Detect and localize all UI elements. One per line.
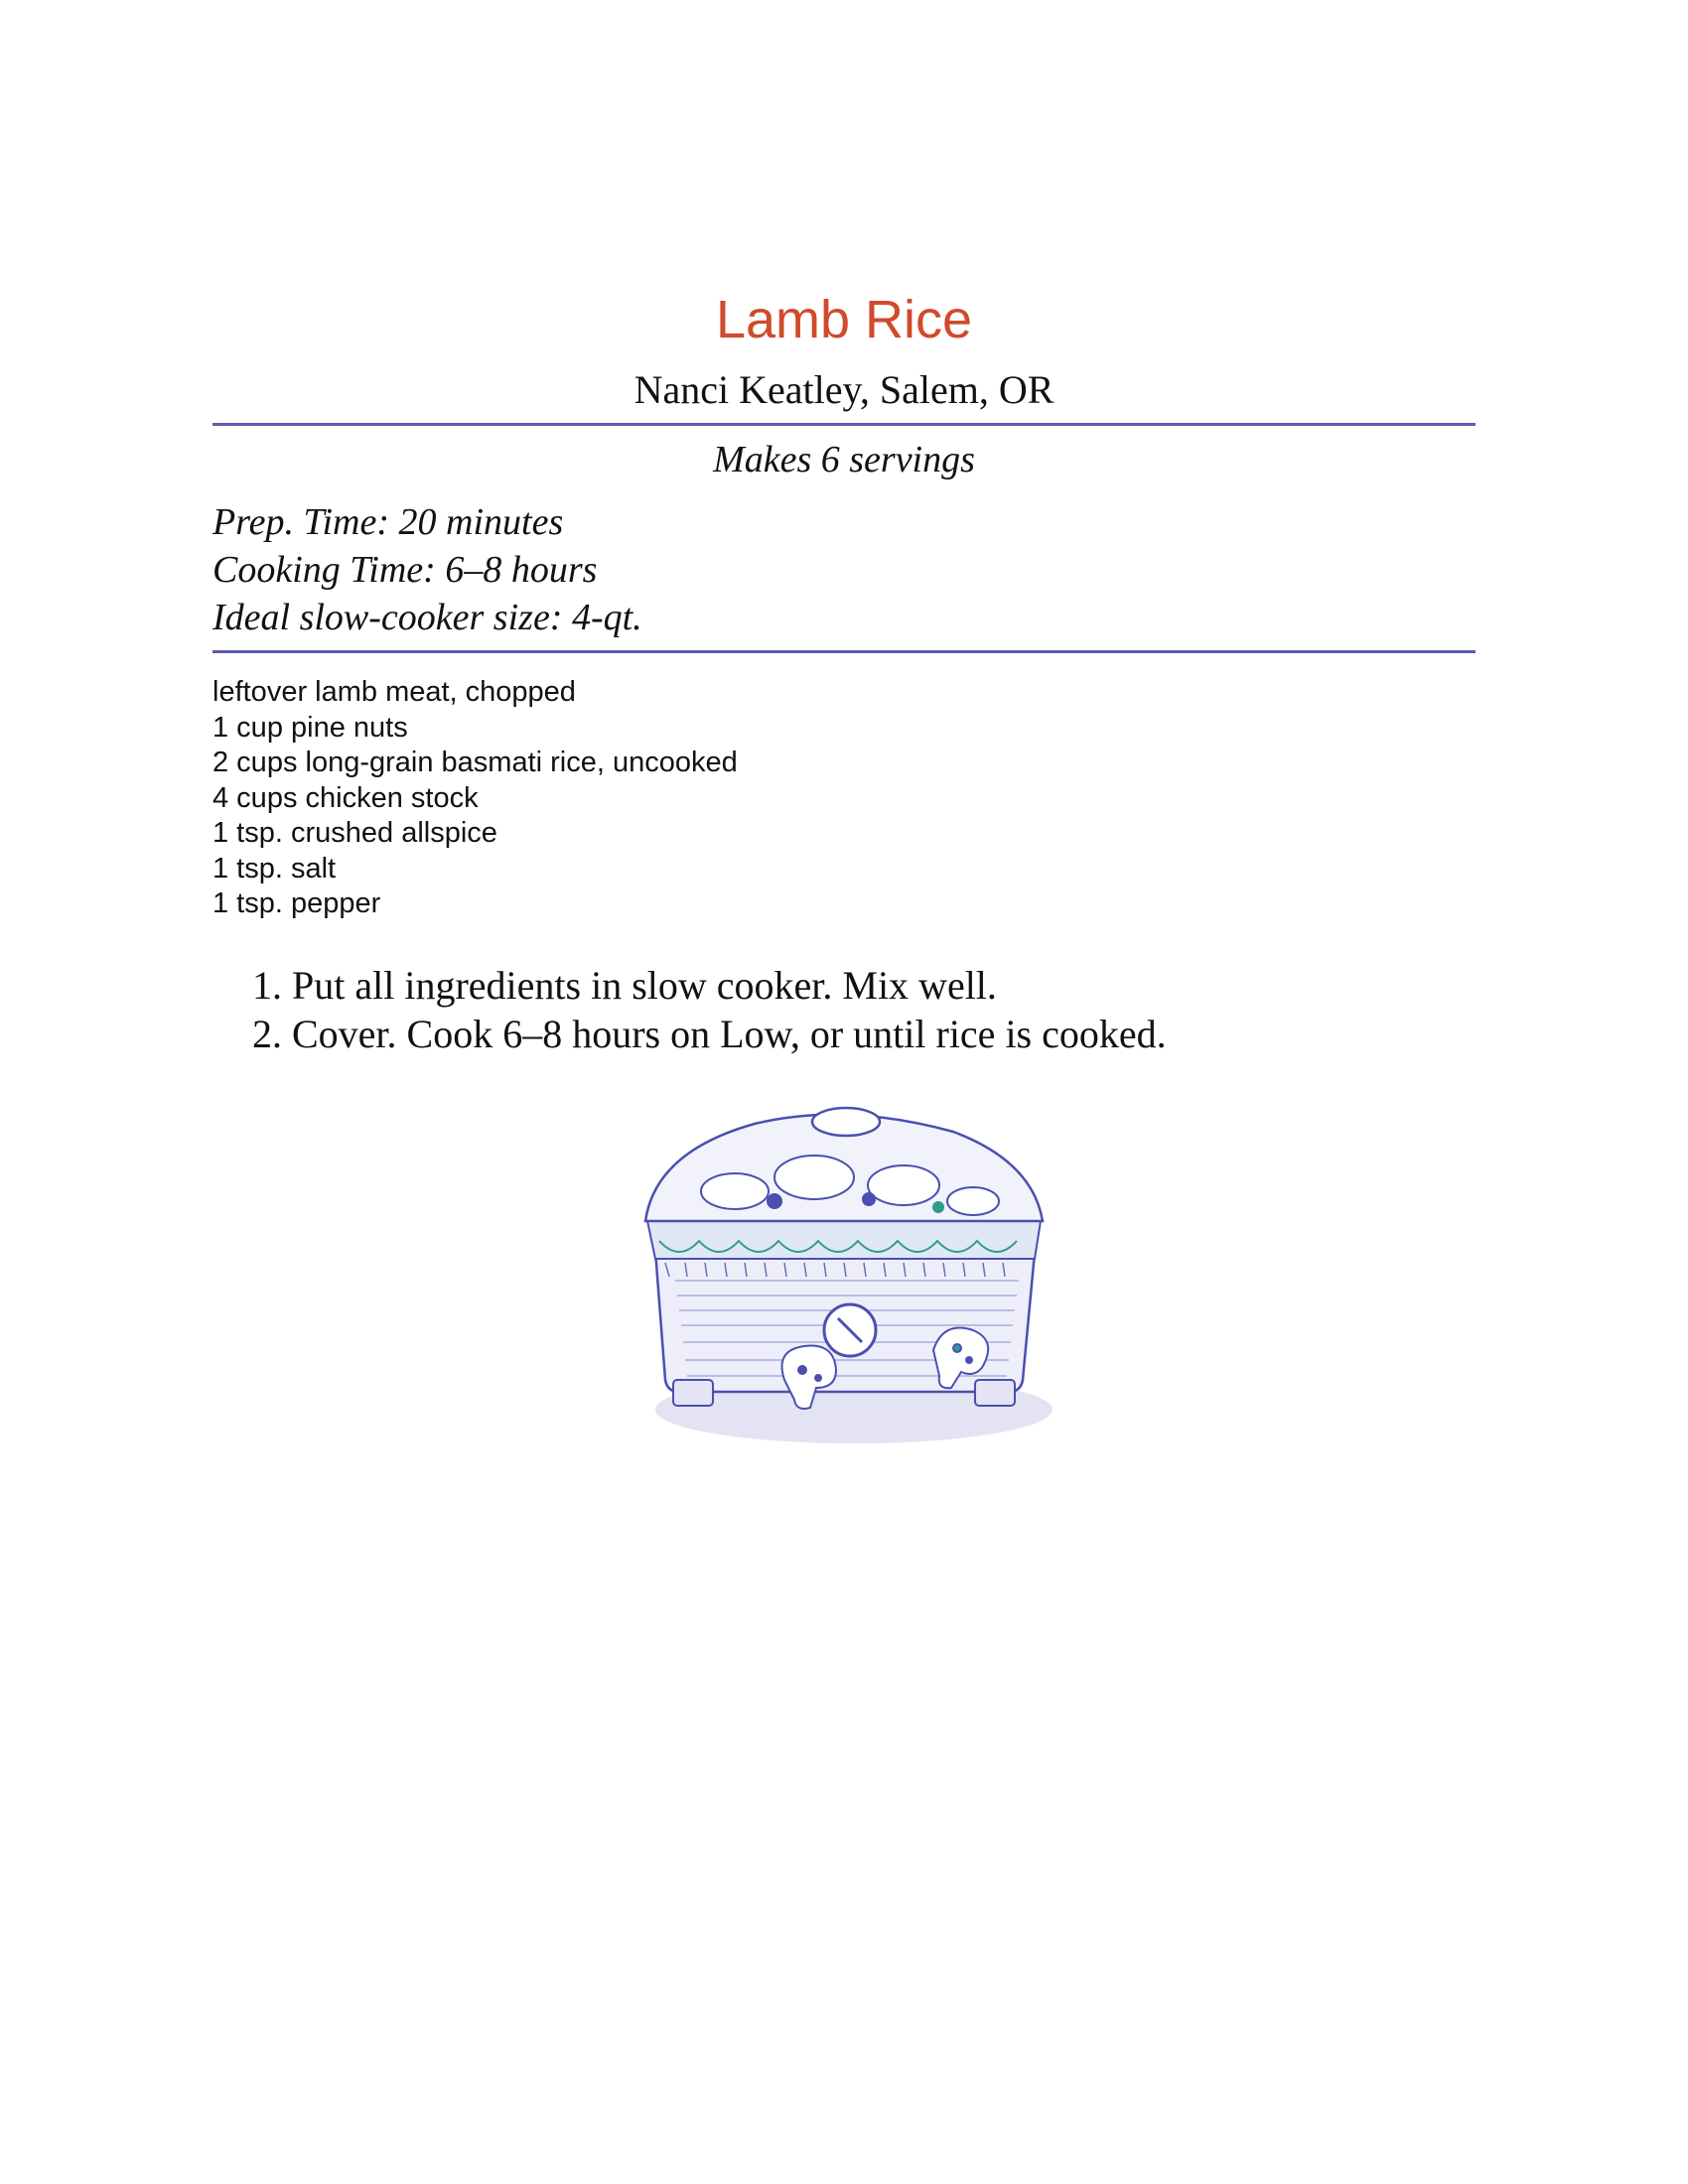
prep-time: Prep. Time: 20 minutes <box>212 501 564 543</box>
recipe-author: Nanci Keatley, Salem, OR <box>633 367 1055 412</box>
instruction-list <box>252 961 1167 1058</box>
cooking-time: Cooking Time: 6–8 hours <box>212 549 598 591</box>
ingredient-item: 1 cup pine nuts <box>212 711 408 744</box>
recipe-title: Lamb Rice <box>715 290 973 349</box>
ingredient-item: 2 cups long-grain basmati rice, uncooked <box>212 747 738 778</box>
ingredient-list <box>212 675 738 922</box>
time-info <box>212 498 642 641</box>
ingredient-item: 1 tsp. pepper <box>212 887 381 919</box>
ingredient-item: 1 tsp. salt <box>212 852 337 885</box>
ingredient-item: 1 tsp. crushed allspice <box>212 817 497 849</box>
instruction-step: 1. Put all ingredients in slow cooker. Mix well. <box>252 963 997 1008</box>
bottom-divider <box>212 650 1476 653</box>
servings-text: Makes 6 servings <box>713 439 975 480</box>
ingredient-item: 4 cups chicken stock <box>212 781 479 814</box>
slow-cooker-icon <box>626 1082 1062 1459</box>
instruction-step: 2. Cover. Cook 6–8 hours on Low, or until rice is cooked. <box>252 1012 1167 1056</box>
ingredient-item: leftover lamb meat, chopped <box>212 676 576 708</box>
top-divider <box>212 423 1476 426</box>
cooker-size: Ideal slow-cooker size: 4-qt. <box>212 597 642 638</box>
